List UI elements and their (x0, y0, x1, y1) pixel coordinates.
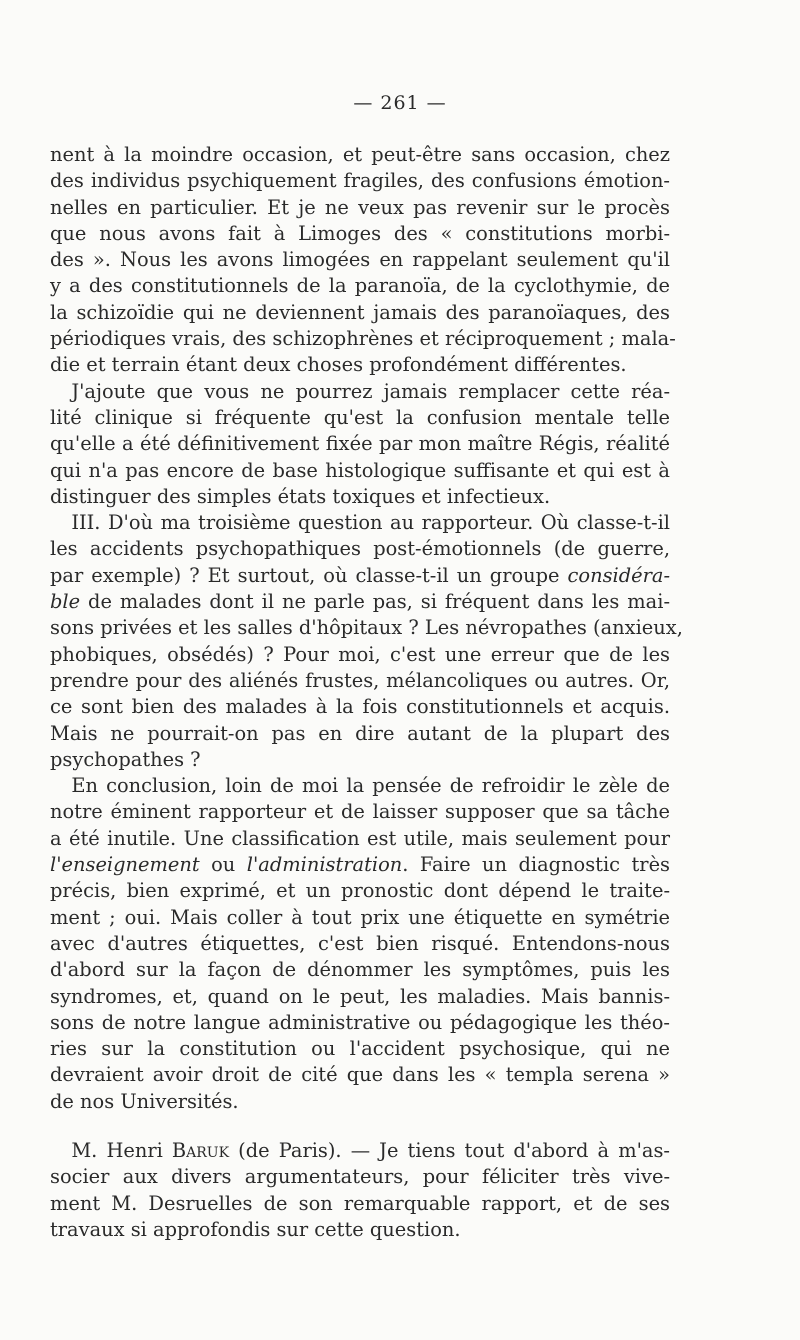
italic-term: considéra- (567, 563, 670, 587)
text-segment: de malades dont il ne parle pas, si fréquent dans les mai- (88, 590, 670, 614)
text-line-mixed (50, 563, 670, 589)
italic-term: ble (50, 590, 81, 614)
text-line: nent à la moindre occasion, et peut-être sans occasion, chez (50, 143, 670, 166)
text-line: socier aux divers argumentateurs, pour féliciter très vive- (50, 1165, 670, 1189)
text-line: qu'elle a été définitivement fixée par mon maître Régis, réalité (50, 432, 670, 456)
text-line-mixed (50, 589, 670, 615)
text-line: devraient avoir droit de cité que dans les « templa serena » (50, 1063, 670, 1087)
text-segment: ou (199, 853, 247, 877)
text-line: die et terrain étant deux choses profondément différentes. (50, 353, 627, 377)
text-line: notre éminent rapporteur et de laisser supposer que sa tâche (50, 800, 670, 824)
text-line: avec d'autres étiquettes, c'est bien risqué. Entendons-nous (50, 931, 670, 955)
text-line: distinguer des simples états toxiques et infectieux. (50, 484, 551, 508)
text-line: qui n'a pas encore de base histologique suffisante et qui est à (50, 458, 670, 482)
text-line: III. D'où ma troisième question au rapporteur. Où classe-t-il (71, 511, 670, 535)
text-line: ries sur la constitution ou l'accident psychosique, qui ne (50, 1037, 670, 1061)
text-segment: par exemple) ? Et surtout, où classe-t-il un groupe (50, 563, 568, 587)
text-line: ment ; oui. Mais coller à tout prix une étiquette en symétrie (50, 905, 670, 929)
page-number: — 261 — (353, 92, 447, 114)
text-line-mixed (50, 1138, 670, 1164)
text-line: prendre pour des aliénés frustes, mélancoliques ou autres. Or, (50, 668, 670, 692)
text-line: les accidents psychopathiques post-émotionnels (de guerre, (50, 537, 670, 561)
paragraph-1 (50, 142, 676, 379)
text-line: a été inutile. Une classification est utile, mais seulement pour (50, 826, 670, 850)
body-text (50, 142, 683, 1243)
paragraph-3 (50, 510, 683, 773)
text-line: nelles en particulier. Et je ne veux pas revenir sur le procès (50, 195, 670, 219)
text-line: des ». Nous les avons limogées en rappelant seulement qu'il (50, 248, 670, 272)
text-line: que nous avons fait à Limoges des « constitutions morbi- (50, 221, 670, 245)
paragraph-5 (50, 1138, 670, 1243)
text-line: syndromes, et, quand on le peut, les maladies. Mais bannis- (50, 984, 670, 1008)
text-line-mixed (50, 852, 670, 878)
speaker-name: Baruk (171, 1138, 230, 1162)
text-line: y a des constitutionnels de la paranoïa, de la cyclothymie, de (50, 274, 670, 298)
text-line: précis, bien exprimé, et un pronostic dont dépend le traite- (50, 879, 670, 903)
text-line: de nos Universités. (50, 1089, 239, 1113)
paragraph-4 (50, 773, 670, 1115)
text-line: sons privées et les salles d'hôpitaux ? Les névropathes (anxieux, (50, 616, 683, 640)
text-line: phobiques, obsédés) ? Pour moi, c'est une erreur que de les (50, 642, 670, 666)
text-line: la schizoïdie qui ne deviennent jamais des paranoïaques, des (50, 300, 670, 324)
text-line: périodiques vrais, des schizophrènes et réciproquement ; mala- (50, 327, 676, 351)
text-segment: (de Paris). — Je tiens tout d'abord à m'as- (229, 1138, 670, 1162)
text-line: ce sont bien des malades à la fois constitutionnels et acquis. (50, 695, 670, 719)
text-line: sons de notre langue administrative ou pédagogique les théo- (50, 1010, 670, 1034)
text-line: d'abord sur la façon de dénommer les symptômes, puis les (50, 958, 670, 982)
text-line: J'ajoute que vous ne pourrez jamais remplacer cette réa- (71, 379, 670, 403)
text-line: En conclusion, loin de moi la pensée de refroidir le zèle de (71, 774, 670, 798)
paragraph-2 (50, 379, 670, 510)
text-line: lité clinique si fréquente qu'est la confusion mentale telle (50, 405, 670, 429)
text-line: Mais ne pourrait-on pas en dire autant de la plupart des (50, 721, 670, 745)
text-segment: . Faire un diagnostic très (402, 853, 670, 877)
text-line: ment M. Desruelles de son remarquable rapport, et de ses (50, 1191, 670, 1215)
speaker-prefix: M. Henri (71, 1138, 172, 1162)
italic-term: l'administration (246, 853, 403, 877)
italic-term: l'enseignement (50, 853, 200, 877)
text-line: psychopathes ? (50, 747, 201, 771)
text-line: des individus psychiquement fragiles, des confusions émotion- (50, 169, 670, 193)
text-line: travaux si approfondis sur cette question. (50, 1217, 461, 1241)
